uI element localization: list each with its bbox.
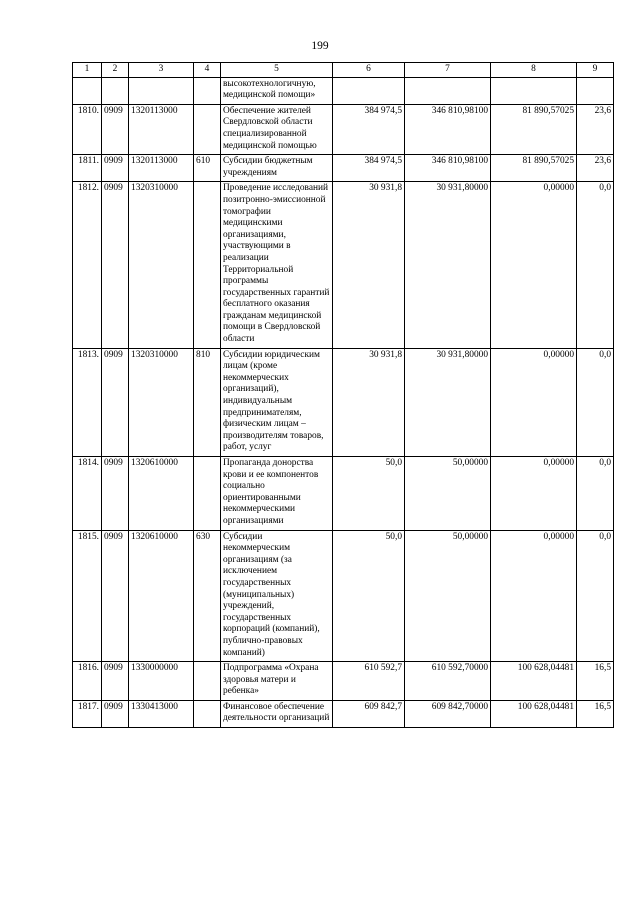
expense-kind-code: 610: [194, 155, 221, 182]
column-header: 6: [333, 63, 405, 78]
approved-amount: 609 842,70000: [405, 700, 491, 727]
table-row: [73, 700, 614, 727]
execution-percent: 23,6: [577, 155, 614, 182]
target-code: 1320113000: [129, 104, 194, 154]
item-name: Подпрограмма «Охрана здоровья матери и ребенка»: [221, 662, 333, 701]
planned-amount: 30 931,8: [333, 182, 405, 348]
item-name: Обеспечение жителей Свердловской области специализированной медицинской помощью: [221, 104, 333, 154]
planned-amount: 50,0: [333, 530, 405, 662]
item-name: Проведение исследований позитронно-эмиссионной томографии медицинскими организациями, участвующими в реализации Территориальной программы государственных гарантий бесплатного оказания гражданам медицинской помощи в Свердловской области: [221, 182, 333, 348]
expense-kind-code: 630: [194, 530, 221, 662]
expense-kind-code: [194, 182, 221, 348]
execution-percent: 16,5: [577, 700, 614, 727]
expense-kind-code: [194, 457, 221, 531]
executed-amount: 0,00000: [491, 530, 577, 662]
table-row: [73, 457, 614, 531]
approved-amount: 610 592,70000: [405, 662, 491, 701]
section-code: 0909: [102, 182, 129, 348]
section-code: 0909: [102, 155, 129, 182]
column-header: 3: [129, 63, 194, 78]
planned-amount: 384 974,5: [333, 155, 405, 182]
item-name: Субсидии некоммерческим организациям (за исключением государственных (муниципальных) учреждений, государственных корпораций (компаний), публично-правовых компаний): [221, 530, 333, 662]
target-code: 1320610000: [129, 457, 194, 531]
executed-amount: 0,00000: [491, 182, 577, 348]
section-code: 0909: [102, 457, 129, 531]
header-row: [73, 63, 614, 78]
section-code: 0909: [102, 348, 129, 456]
table-row: [73, 104, 614, 154]
row-number: 1811.: [73, 155, 102, 182]
item-name: Пропаганда донорства крови и ее компонентов социально ориентированными некоммерческими организациями: [221, 457, 333, 531]
column-header: 1: [73, 63, 102, 78]
item-name: высокотехнологичную, медицинской помощи»: [221, 77, 333, 104]
item-name: Субсидии бюджетным учреждениям: [221, 155, 333, 182]
row-number: 1817.: [73, 700, 102, 727]
item-name: Финансовое обеспечение деятельности организаций: [221, 700, 333, 727]
execution-percent: 0,0: [577, 348, 614, 456]
approved-amount: 50,00000: [405, 530, 491, 662]
planned-amount: 610 592,7: [333, 662, 405, 701]
budget-table: [72, 62, 614, 728]
executed-amount: 81 890,57025: [491, 155, 577, 182]
target-code: 1320310000: [129, 348, 194, 456]
target-code: 1330000000: [129, 662, 194, 701]
planned-amount: 609 842,7: [333, 700, 405, 727]
execution-percent: 0,0: [577, 182, 614, 348]
table-row: [73, 530, 614, 662]
expense-kind-code: 810: [194, 348, 221, 456]
row-number: 1814.: [73, 457, 102, 531]
section-code: 0909: [102, 662, 129, 701]
section-code: [102, 77, 129, 104]
section-code: 0909: [102, 104, 129, 154]
table-row: [73, 182, 614, 348]
execution-percent: 16,5: [577, 662, 614, 701]
column-header: 9: [577, 63, 614, 78]
executed-amount: 0,00000: [491, 457, 577, 531]
expense-kind-code: [194, 700, 221, 727]
planned-amount: 50,0: [333, 457, 405, 531]
row-number: 1813.: [73, 348, 102, 456]
expense-kind-code: [194, 104, 221, 154]
planned-amount: [333, 77, 405, 104]
execution-percent: [577, 77, 614, 104]
column-header: 4: [194, 63, 221, 78]
target-code: 1330413000: [129, 700, 194, 727]
expense-kind-code: [194, 77, 221, 104]
table-row: [73, 77, 614, 104]
executed-amount: 81 890,57025: [491, 104, 577, 154]
column-header: 5: [221, 63, 333, 78]
executed-amount: [491, 77, 577, 104]
target-code: 1320310000: [129, 182, 194, 348]
execution-percent: 0,0: [577, 457, 614, 531]
executed-amount: 100 628,04481: [491, 662, 577, 701]
approved-amount: 30 931,80000: [405, 348, 491, 456]
item-name: Субсидии юридическим лицам (кроме некоммерческих организаций), индивидуальным предпринимателям, физическим лицам – производителям товаров, работ, услуг: [221, 348, 333, 456]
approved-amount: 50,00000: [405, 457, 491, 531]
table-row: [73, 348, 614, 456]
row-number: 1812.: [73, 182, 102, 348]
row-number: 1810.: [73, 104, 102, 154]
target-code: [129, 77, 194, 104]
execution-percent: 23,6: [577, 104, 614, 154]
row-number: 1816.: [73, 662, 102, 701]
approved-amount: 30 931,80000: [405, 182, 491, 348]
expense-kind-code: [194, 662, 221, 701]
target-code: 1320610000: [129, 530, 194, 662]
executed-amount: 100 628,04481: [491, 700, 577, 727]
column-header: 8: [491, 63, 577, 78]
section-code: 0909: [102, 530, 129, 662]
approved-amount: 346 810,98100: [405, 155, 491, 182]
execution-percent: 0,0: [577, 530, 614, 662]
planned-amount: 30 931,8: [333, 348, 405, 456]
column-header: 7: [405, 63, 491, 78]
table-row: [73, 155, 614, 182]
executed-amount: 0,00000: [491, 348, 577, 456]
table-row: [73, 662, 614, 701]
approved-amount: 346 810,98100: [405, 104, 491, 154]
approved-amount: [405, 77, 491, 104]
row-number: [73, 77, 102, 104]
page-number: 199: [311, 40, 329, 52]
row-number: 1815.: [73, 530, 102, 662]
target-code: 1320113000: [129, 155, 194, 182]
planned-amount: 384 974,5: [333, 104, 405, 154]
section-code: 0909: [102, 700, 129, 727]
column-header: 2: [102, 63, 129, 78]
